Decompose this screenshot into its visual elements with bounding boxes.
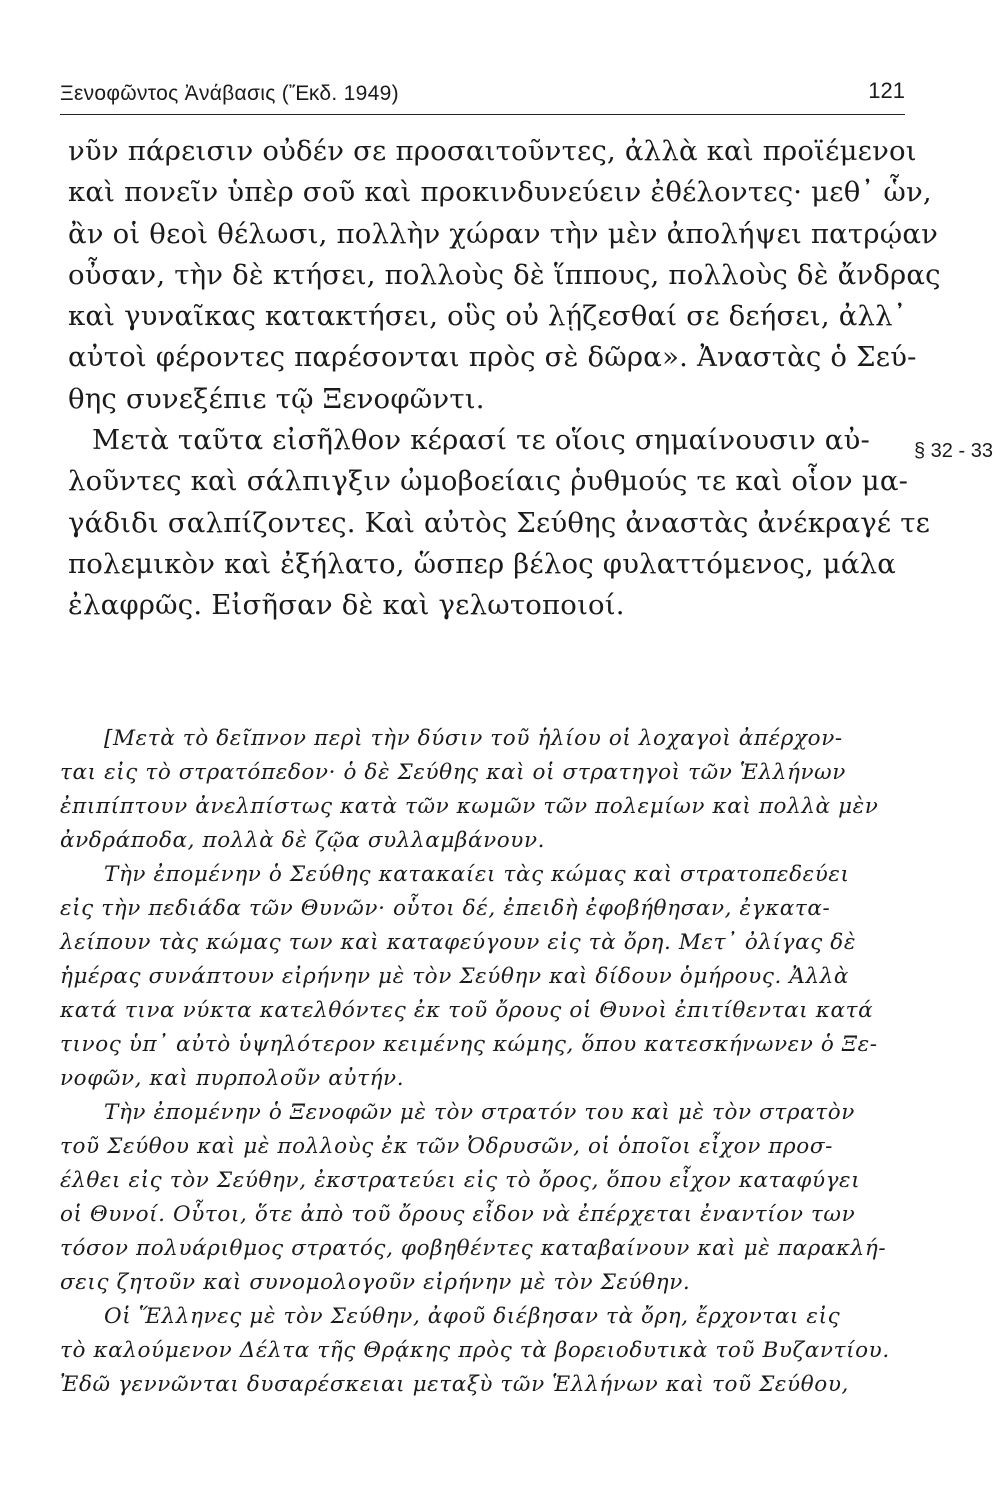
summary-line: Ἐδῶ γεννῶνται δυσαρέσκειαι μεταξὺ τῶν Ἑλλήνων καὶ τοῦ Σεύθου, bbox=[60, 1372, 849, 1397]
summary-line: Τὴν ἐπομένην ὁ Σεύθης κατακαίει τὰς κώμας καὶ στρατοπεδεύει bbox=[104, 862, 850, 887]
text-line: καὶ πονεῖν ὑπὲρ σοῦ καὶ προκινδυνεύειν ἐθέλοντες· μεθ᾽ ὧν, bbox=[68, 176, 932, 209]
text-line: ἐλαφρῶς. Εἰσῆσαν δὲ καὶ γελωτοποιοί. bbox=[68, 589, 625, 622]
section-margin-note: § 32 - 33 bbox=[914, 440, 993, 462]
summary-line: νοφῶν, καὶ πυρπολοῦν αὐτήν. bbox=[60, 1066, 405, 1091]
running-header bbox=[60, 78, 905, 115]
summary-line: ἐπιπίπτουν ἀνελπίστως κατὰ τῶν κωμῶν τῶν πολεμίων καὶ πολλὰ μὲν bbox=[60, 794, 879, 819]
page-number: 121 bbox=[868, 78, 905, 103]
summary-text bbox=[60, 722, 910, 1402]
summary-line: τόσον πολυάριθμος στρατός, φοβηθέντες καταβαίνουν καὶ μὲ παρακλή- bbox=[60, 1236, 887, 1261]
summary-line: [Μετὰ τὸ δεῖπνον περὶ τὴν δύσιν τοῦ ἡλίου οἱ λοχαγοὶ ἀπέρχον- bbox=[104, 726, 843, 751]
text-line: νῦν πάρεισιν οὐδέν σε προσαιτοῦντες, ἀλλὰ καὶ προϊέμενοι bbox=[68, 135, 917, 167]
summary-line: τὸ καλούμενον Δέλτα τῆς Θρᾴκης πρὸς τὰ βορειοδυτικὰ τοῦ Βυζαντίου. bbox=[60, 1338, 890, 1363]
summary-line: σεις ζητοῦν καὶ συνομολογοῦν εἰρήνην μὲ τὸν Σεύθην. bbox=[60, 1270, 691, 1295]
text-line: οὖσαν, τὴν δὲ κτήσει, πολλοὺς δὲ ἵππους, πολλοὺς δὲ ἄνδρας bbox=[68, 258, 941, 291]
summary-line: κατά τινα νύκτα κατελθόντες ἐκ τοῦ ὄρους οἱ Θυνοὶ ἐπιτίθενται κατά bbox=[60, 998, 874, 1023]
summary-line: οἱ Θυνοί. Οὗτοι, ὅτε ἀπὸ τοῦ ὄρους εἶδον νὰ ἐπέρχεται ἐναντίον των bbox=[60, 1202, 856, 1227]
text-line: πολεμικὸν καὶ ἐξήλατο, ὥσπερ βέλος φυλαττόμενος, μάλα bbox=[68, 547, 897, 580]
summary-line: ται εἰς τὸ στρατόπεδον· ὁ δὲ Σεύθης καὶ οἱ στρατηγοὶ τῶν Ἑλλήνων bbox=[60, 760, 846, 785]
summary-line: ἀνδράποδα, πολλὰ δὲ ζῷα συλλαμβάνουν. bbox=[60, 828, 546, 853]
summary-line: έλθει εἰς τὸν Σεύθην, ἐκστρατεύει εἰς τὸ ὄρος, ὅπου εἶχον καταφύγει bbox=[60, 1168, 861, 1193]
text-line: γάδιδι σαλπίζοντες. Καὶ αὐτὸς Σεύθης ἀναστὰς ἀνέκραγέ τε bbox=[68, 506, 931, 539]
text-line: Μετὰ ταῦτα εἰσῆλθον κέρασί τε οἵοις σημαίνουσιν αὐ- bbox=[92, 424, 870, 457]
summary-line: λείπουν τὰς κώμας των καὶ καταφεύγουν εἰς τὰ ὄρη. Μετ᾽ ὀλίγας δὲ bbox=[60, 930, 856, 955]
header-title: Ξενοφῶντος Ἀνάβασις (Ἔκδ. 1949) bbox=[60, 82, 399, 105]
text-line: ἂν οἱ θεοὶ θέλωσι, πολλὴν χώραν τὴν μὲν ἀπολήψει πατρῴαν bbox=[68, 217, 939, 250]
summary-line: Τὴν ἐπομένην ὁ Ξενοφῶν μὲ τὸν στρατόν του καὶ μὲ τὸν στρατὸν bbox=[104, 1100, 855, 1125]
summary-line: τοῦ Σεύθου καὶ μὲ πολλοὺς ἐκ τῶν Ὀδρυσῶν, οἱ ὁποῖοι εἶχον προσ- bbox=[60, 1134, 833, 1159]
summary-line: εἰς τὴν πεδιάδα τῶν Θυνῶν· οὗτοι δέ, ἐπειδὴ ἐφοβήθησαν, ἐγκατα- bbox=[60, 896, 831, 921]
text-line: αὐτοὶ φέροντες παρέσονται πρὸς σὲ δῶρα». Ἀναστὰς ὁ Σεύ- bbox=[68, 341, 917, 374]
text-line: λοῦντες καὶ σάλπιγξιν ὠμοβοείαις ῥυθμούς τε καὶ οἷον μα- bbox=[68, 465, 909, 498]
summary-line: ἡμέρας συνάπτουν εἰρήνην μὲ τὸν Σεύθην καὶ δίδουν ὁμήρους. Ἀλλὰ bbox=[60, 964, 850, 989]
summary-line: Οἱ Ἕλληνες μὲ τὸν Σεύθην, ἀφοῦ διέβησαν τὰ ὄρη, ἔρχονται εἰς bbox=[104, 1304, 841, 1329]
text-line: καὶ γυναῖκας κατακτήσει, οὓς οὐ λῄζεσθαί σε δεήσει, ἀλλ᾽ bbox=[68, 300, 907, 333]
main-text bbox=[68, 131, 941, 627]
text-line: θης συνεξέπιε τῷ Ξενοφῶντι. bbox=[68, 382, 485, 415]
summary-line: τινος ὑπ᾽ αὐτὸ ὑψηλότερον κειμένης κώμης, ὅπου κατεσκήνωνεν ὁ Ξε- bbox=[60, 1032, 878, 1057]
